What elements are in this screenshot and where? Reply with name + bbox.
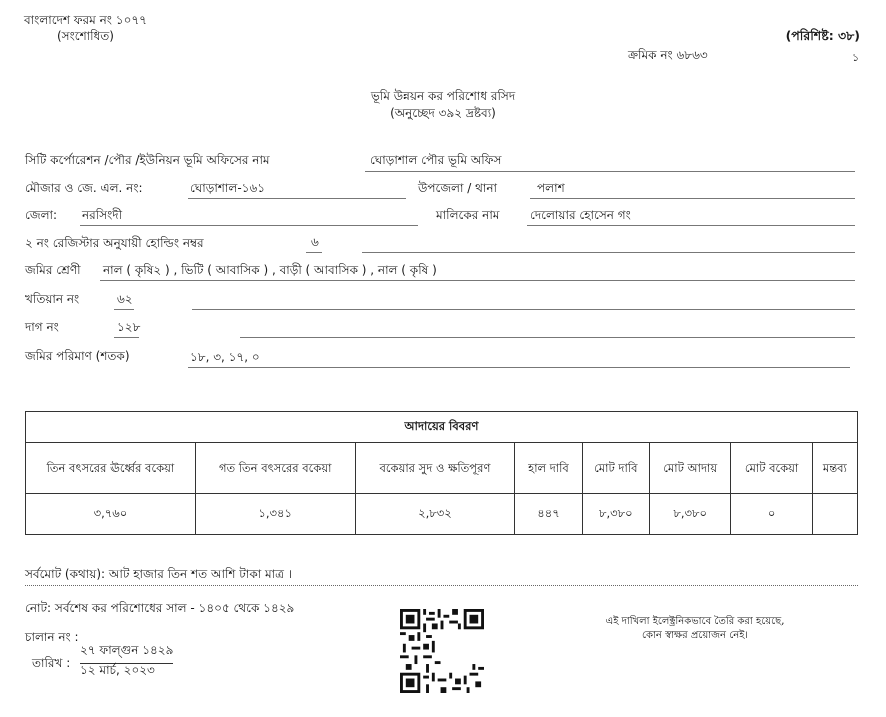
collection-table xyxy=(25,411,858,535)
col-header-remarks: মন্তব্য xyxy=(812,443,857,494)
col-header-total-collected: মোট আদায় xyxy=(649,443,730,494)
area-label: জমির পরিমাণ (শতক) xyxy=(25,349,130,363)
form-revised: (সংশোধিত) xyxy=(56,29,114,43)
electronic-note-line-1: এই দাখিলা ইলেক্ট্রনিকভাবে তৈরি করা হয়েছে, xyxy=(605,616,785,627)
payment-note: নোট: সর্বশেষ কর পরিশোধের সাল - ১৪০৫ থেকে ১৪২৯ xyxy=(25,601,295,615)
annex-label: (পরিশিষ্ট: ৩৮) xyxy=(785,28,860,43)
col-header-current-demand: হাল দাবি xyxy=(515,443,582,494)
electronic-note-line-2: কোন স্বাক্ষর প্রয়োজন নেই। xyxy=(641,630,749,641)
mouza-label: মৌজার ও জে. এল. নং: xyxy=(25,181,143,195)
district-value: নরসিংদী xyxy=(82,208,123,222)
khatian-value: ৬২ xyxy=(117,292,133,306)
dag-label: দাগ নং xyxy=(25,320,59,334)
form-number: বাংলাদেশ ফরম নং ১০৭৭ xyxy=(24,13,147,27)
office-label: সিটি কর্পোরেশন /পৌর /ইউনিয়ন ভূমি অফিসের নাম xyxy=(25,153,270,167)
holding-value: ৬ xyxy=(311,235,319,249)
serial-number xyxy=(628,47,708,67)
khatian-underline-short xyxy=(114,309,134,310)
form-number-block xyxy=(24,12,147,44)
col-header-total-demand: মোট দাবি xyxy=(582,443,649,494)
khatian-underline xyxy=(192,309,855,310)
khatian-label: খতিয়ান নং xyxy=(25,292,80,306)
col-header-arrears-over-three-years: তিন বৎসরের ঊর্ধ্বের বকেয়া xyxy=(26,443,196,494)
total-dotted-line xyxy=(25,585,858,586)
cell-remarks xyxy=(812,494,857,535)
owner-label: মালিকের নাম xyxy=(436,208,500,222)
cell-total-collected: ৮,৩৮০ xyxy=(649,494,730,535)
date-bangla: ২৭ ফাল্গুন ১৪২৯ xyxy=(80,642,173,664)
office-underline xyxy=(365,171,855,172)
dag-underline xyxy=(240,337,855,338)
holding-label: ২ নং রেজিস্টার অনুযায়ী হোল্ডিং নম্বর xyxy=(25,236,204,250)
land-class-value: নাল ( কৃষি২ ) , ভিটি ( আবাসিক ) , বাড়ী ( আবাসিক ) , নাল ( কৃষি ) xyxy=(103,263,437,277)
dag-underline-short xyxy=(114,337,139,338)
cell-total-demand: ৮,৩৮০ xyxy=(582,494,649,535)
document-title: ভূমি উন্নয়ন কর পরিশোধ রসিদ xyxy=(370,89,516,103)
table-header-row xyxy=(26,443,858,494)
holding-underline-short xyxy=(306,252,322,253)
serial-label: ক্রমিক নং xyxy=(628,48,673,62)
cell-arrears-over-three-years: ৩,৭৬০ xyxy=(26,494,196,535)
challan-label: চালান নং : xyxy=(25,630,79,644)
document-subtitle: (অনুচ্ছেদ ৩৯২ দ্রষ্টব্য) xyxy=(390,106,496,120)
cell-arrears-last-three-years: ১,৩৪১ xyxy=(195,494,355,535)
area-value: ১৮, ৩, ১৭, ০ xyxy=(190,350,260,364)
dag-value: ১২৮ xyxy=(117,320,141,334)
district-label: জেলা: xyxy=(25,208,58,222)
col-header-total-arrears: মোট বকেয়া xyxy=(731,443,812,494)
table-row xyxy=(26,494,858,535)
district-underline xyxy=(80,225,418,226)
total-in-words: সর্বমোট (কথায়): আট হাজার তিন শত আশি টাকা মাত্র । xyxy=(25,567,293,581)
col-header-arrears-last-three-years: গত তিন বৎসরের বকেয়া xyxy=(195,443,355,494)
cell-total-arrears: ০ xyxy=(731,494,812,535)
collection-table-caption: আদায়ের বিবরণ xyxy=(26,412,858,443)
mouza-value: ঘোড়াশাল-১৬১ xyxy=(190,181,266,195)
area-underline xyxy=(188,367,850,368)
owner-value: দেলোয়ার হোসেন গং xyxy=(530,208,631,222)
office-value: ঘোড়াশাল পৌর ভূমি অফিস xyxy=(370,153,502,167)
col-header-interest-compensation: বকেয়ার সুদ ও ক্ষতিপূরণ xyxy=(355,443,515,494)
land-class-underline xyxy=(100,280,855,281)
cell-current-demand: ৪৪৭ xyxy=(515,494,582,535)
cell-interest-compensation: ২,৮৩২ xyxy=(355,494,515,535)
qr-code-icon xyxy=(400,609,484,693)
serial-tail: ১ xyxy=(852,51,860,64)
document-title-block xyxy=(343,88,543,122)
serial-value: ৬৮৬৩ xyxy=(676,48,708,62)
land-class-label: জমির শ্রেণী xyxy=(25,263,81,277)
electronic-receipt-note xyxy=(585,615,805,643)
date-label: তারিখ : xyxy=(32,656,71,670)
owner-underline xyxy=(527,225,855,226)
upazila-underline xyxy=(530,198,855,199)
upazila-label: উপজেলা / থানা xyxy=(418,181,498,195)
upazila-value: পলাশ xyxy=(537,181,565,195)
mouza-underline xyxy=(188,198,406,199)
holding-underline xyxy=(362,252,855,253)
date-gregorian: ১২ মার্চ, ২০২৩ xyxy=(80,663,155,677)
